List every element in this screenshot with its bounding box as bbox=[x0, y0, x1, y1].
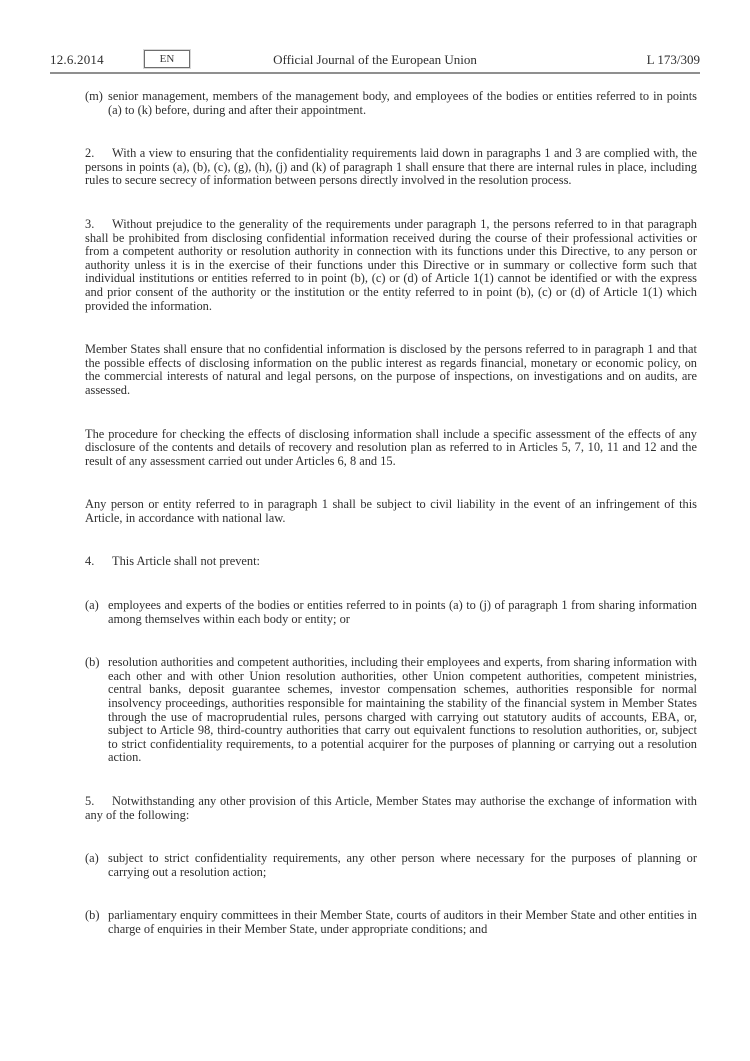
paragraph-block bbox=[85, 909, 697, 936]
page-reference: L 173/309 bbox=[646, 52, 700, 67]
block-marker: (b) bbox=[85, 655, 100, 670]
paragraph-block bbox=[85, 555, 697, 569]
block-text: Member States shall ensure that no confidential information is disclosed by the persons referred to in paragraph 1 and that the possible effects of disclosing information on the public interest as regards financial, monetary or economic policy, on the commercial interests of natural and legal persons, on the purpose of inspections, on investigations and on audits, are assessed. bbox=[85, 342, 697, 397]
block-marker: 5. bbox=[85, 794, 95, 808]
block-marker: (a) bbox=[85, 598, 99, 613]
block-text: subject to strict confidentiality requirements, any other person where necessary for the purposes of planning or carrying out a resolution action; bbox=[108, 851, 697, 879]
block-marker: 3. bbox=[85, 216, 95, 231]
block-text: Without prejudice to the generality of the requirements under paragraph 1, the persons referred to in that paragraph shall be prohibited from disclosing confidential information received during the course of their professional activities or from a competent authority or resolution authority in connection with its functions under this Directive, to any person or authority unless it is in the exercise of their functions under this Directive or in summary or collective form such that individual institutions or entities referred to in point (b), (c) or (d) of Article 1(1) cannot be identified or with the express and prior consent of the authority or the institution or the entity referred to in point (b), (c) or (d) of Article 1(1) which provided the information. bbox=[85, 216, 697, 313]
journal-title: Official Journal of the European Union bbox=[273, 52, 477, 67]
paragraph-block bbox=[85, 498, 697, 525]
block-text: This Article shall not prevent: bbox=[112, 554, 260, 569]
paragraph-block bbox=[85, 218, 697, 313]
block-marker: (m) bbox=[85, 89, 103, 103]
paragraph-block bbox=[85, 795, 697, 822]
block-text: parliamentary enquiry committees in their Member State, courts of auditors in their Member State and other entities in charge of enquiries in their Member State, under appropriate conditions; and bbox=[108, 908, 697, 936]
block-text: resolution authorities and competent authorities, including their employees and experts, from sharing information with each other and with other Union resolution authorities, other Union competent authorities, competent ministries, central banks, deposit guarantee schemes, investor compensation schemes, authorities responsible for normal insolvency proceedings, authorities responsible for maintaining the stability of the financial system in Member States through the use of macroprudential rules, persons charged with carrying out statutory audits of accounts, EBA, or, subject to Article 98, third-country authorities that carry out equivalent functions to resolution authorities, or, subject to strict confidentiality requirements, to a potential acquirer for the purposes of planning or carrying out a resolution action. bbox=[108, 655, 697, 765]
block-marker: (a) bbox=[85, 851, 99, 866]
block-text: Any person or entity referred to in paragraph 1 shall be subject to civil liability in the event of an infringement of this Article, in accordance with national law. bbox=[85, 497, 697, 525]
paragraph-block bbox=[85, 852, 697, 879]
block-text: employees and experts of the bodies or entities referred to in points (a) to (j) of paragraph 1 from sharing information among themselves within each body or entity; or bbox=[108, 598, 697, 626]
block-text: senior management, members of the management body, and employees of the bodies or entities referred to in points (a) to (k) before, during and after their appointment. bbox=[108, 89, 697, 117]
paragraph-block bbox=[85, 343, 697, 397]
block-text: The procedure for checking the effects of disclosing information shall include a specific assessment of the effects of any disclosure of the contents and details of recovery and resolution plan as referred to in Articles 5, 7, 10, 11 and 12 and the result of any assessment carried out under Articles 6, 8 and 15. bbox=[85, 426, 697, 468]
block-marker: (b) bbox=[85, 908, 100, 923]
block-marker: 4. bbox=[85, 554, 95, 569]
header-divider bbox=[50, 72, 700, 74]
paragraph-block bbox=[85, 147, 697, 188]
document-body bbox=[85, 90, 697, 937]
block-text: With a view to ensuring that the confidentiality requirements laid down in paragraphs 1 and 3 are complied with, the persons in points (a), (b), (c), (g), (h), (j) and (k) of paragraph 1 shall ensure that there are internal rules in place, including rules to secure secrecy of information between persons directly involved in the resolution process. bbox=[85, 146, 697, 188]
header-date: 12.6.2014 bbox=[50, 52, 104, 67]
paragraph-block bbox=[85, 599, 697, 626]
paragraph-block bbox=[85, 656, 697, 765]
paragraph-block bbox=[85, 90, 697, 117]
language-badge: EN bbox=[144, 50, 190, 68]
paragraph-block bbox=[85, 428, 697, 469]
block-text: Notwithstanding any other provision of this Article, Member States may authorise the exchange of information with any of the following: bbox=[85, 794, 697, 822]
block-marker: 2. bbox=[85, 146, 95, 161]
